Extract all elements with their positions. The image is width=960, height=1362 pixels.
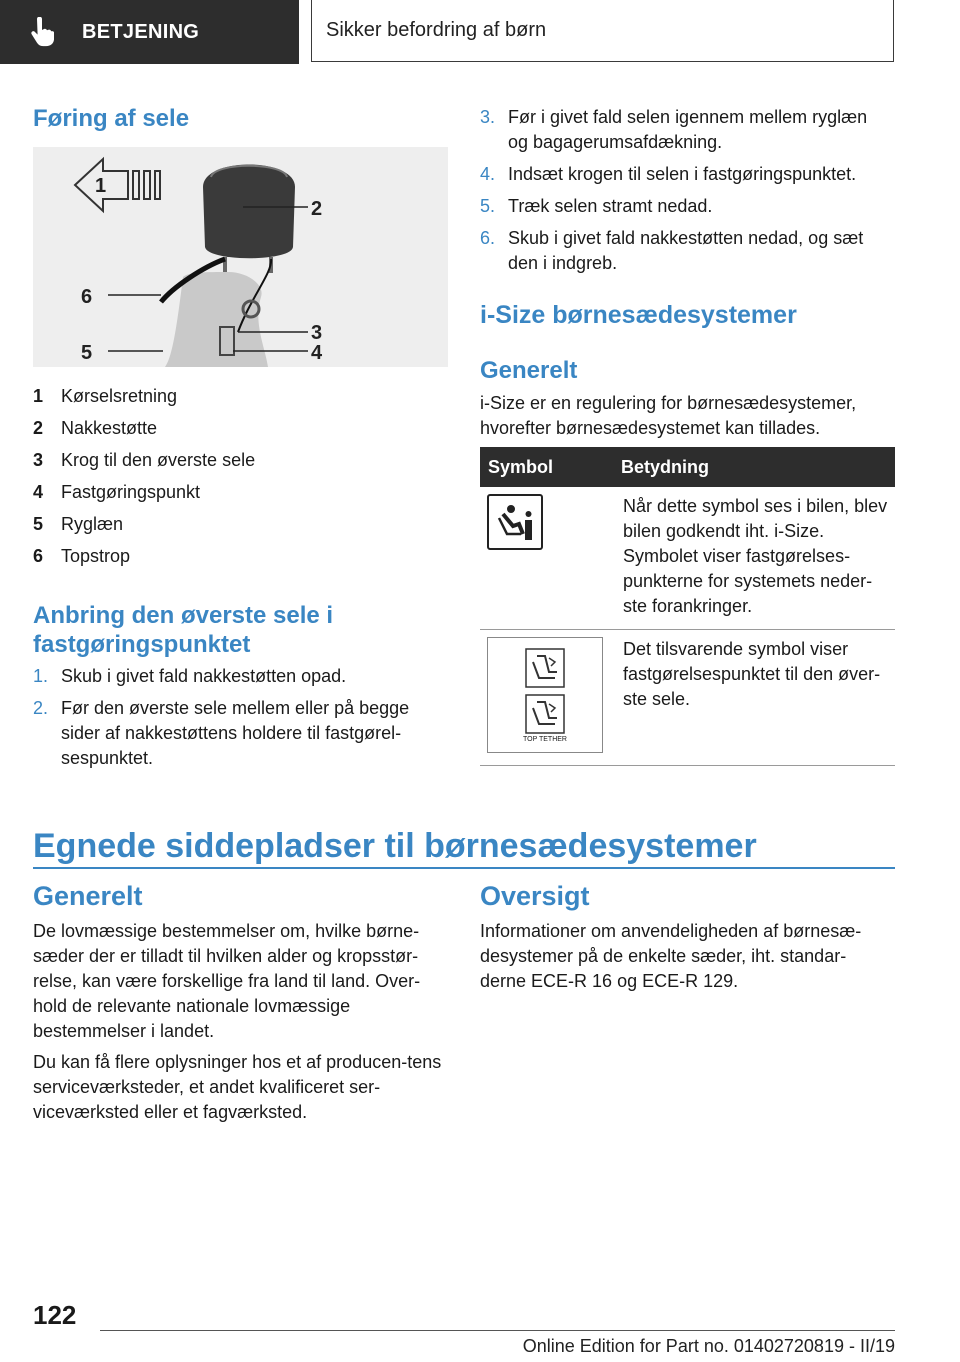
title-divider [33, 867, 895, 869]
step-number: 6. [480, 228, 496, 248]
seat-belt-routing-title: Føring af sele [33, 105, 190, 132]
legend-label: Krog til den øverste sele [61, 449, 256, 470]
legend-label: Topstrop [61, 545, 131, 566]
attach-title [33, 601, 333, 659]
step-text: Skub i givet fald nakkestøtten nedad, og sæt den i indgreb. [508, 228, 864, 273]
step-number: 4. [480, 164, 496, 184]
legend-label: Fastgøringspunkt [61, 481, 201, 502]
legend-number: 5 [33, 513, 44, 534]
callout-4: 4 [311, 342, 323, 364]
legend-item [33, 540, 433, 572]
legend-number: 3 [33, 449, 44, 470]
callout-2: 2 [311, 198, 323, 220]
legend-item [33, 380, 433, 412]
legend-label: Kørselsretning [61, 385, 178, 406]
legend-item [33, 476, 433, 508]
col-meaning-header: Betydning [613, 447, 895, 487]
attach-title-line-1: Anbring den øverste sele i [33, 602, 334, 629]
general-title: Generelt [33, 881, 143, 911]
general-paragraph-2: Du kan få flere oplysninger hos et af producen‐tens serviceværksteder, et andet kvalificeret ser‐viceværksted eller et fagværksted. [33, 1052, 442, 1122]
isize-title: i-Size børnesædesystemer [480, 301, 797, 329]
attach-title-line-2: fastgøringspunktet [33, 631, 251, 658]
section-tab[interactable] [0, 0, 299, 64]
edition-text: Online Edition for Part no. 01402720819 - II/19 [522, 1336, 895, 1356]
step-item [480, 162, 892, 187]
legend-label: Nakkestøtte [61, 417, 158, 438]
legend-number: 2 [33, 417, 44, 438]
legend-label: Ryglæn [61, 513, 124, 534]
routing-steps [480, 105, 892, 283]
legend-item [33, 444, 433, 476]
chapter-title: Sikker befordring af børn [311, 0, 894, 62]
overview-title: Oversigt [480, 881, 590, 911]
callout-3: 3 [311, 322, 323, 344]
step-text: Før i givet fald selen igennem mellem ryglæn og bagagerumsafdækning. [508, 107, 868, 152]
top-tether-description: Det tilsvarende symbol viser fastgørelsespunktet til den øver‐ste sele. [613, 630, 895, 766]
step-text: Indsæt krogen til selen i fastgøringspunktet. [508, 164, 857, 184]
suitable-seats-title: Egnede siddepladser til børnesædesystemer [33, 827, 757, 865]
top-tether-caption: TOP TETHER [523, 735, 567, 743]
table-row [480, 630, 895, 766]
step-number: 5. [480, 196, 496, 216]
figure-legend [33, 380, 433, 572]
isize-general-text: i-Size er en regulering for børnesædesystemer, hvorefter børnesædesystemet kan tillades. [480, 393, 857, 438]
step-item [480, 194, 892, 219]
legend-item [33, 508, 433, 540]
isize-general-title: Generelt [480, 357, 578, 384]
step-item [480, 226, 892, 276]
step-text: Skub i givet fald nakkestøtten opad. [61, 666, 347, 686]
table-row [480, 487, 895, 630]
hand-pointer-icon [28, 12, 68, 52]
legend-number: 6 [33, 545, 44, 566]
attach-steps [33, 664, 433, 778]
step-item [33, 696, 433, 771]
legend-number: 4 [33, 481, 44, 502]
overview-paragraph: Informationer om anvendeligheden af børnesæ‐desystemer på de enkelte sæder, iht. standar‐derne ECE-R 16 og ECE-R 129. [480, 921, 862, 991]
step-item [480, 105, 892, 155]
footer-divider [100, 1330, 895, 1331]
section-label: BETJENING [82, 20, 200, 43]
step-number: 2. [33, 698, 49, 718]
direction-arrow-icon [75, 159, 160, 211]
step-item [33, 664, 433, 689]
page-number: 122 [33, 1300, 77, 1330]
col-symbol-header: Symbol [480, 447, 613, 487]
legend-number: 1 [33, 385, 44, 406]
legend-item [33, 412, 433, 444]
step-number: 1. [33, 666, 49, 686]
isize-symbol-icon [487, 494, 543, 550]
callout-1: 1 [95, 175, 107, 197]
callout-6: 6 [81, 286, 93, 308]
general-paragraph-1: De lovmæssige bestemmelser om, hvilke børne‐sæder der er tilladt til hvilken alder og kropsstør‐relse, kan være forskellige fra land til land. Over‐hold de relevante nationale lovmæssige bestemmelser i landet. [33, 921, 421, 1041]
isize-symbol-description: Når dette symbol ses i bilen, blev bilen godkendt iht. i-Size. Symbolet viser fastgørelses‐punkterne for systemets neder‐ste forankringer. [613, 487, 895, 630]
symbol-table [480, 447, 895, 766]
top-tether-symbol-icon [487, 637, 603, 753]
step-text: Før den øverste sele mellem eller på begge sider af nakkestøttens holdere til fastgørel‐sespunktet. [61, 698, 410, 768]
headrest-illustration [33, 147, 448, 367]
callout-5: 5 [81, 342, 93, 364]
step-text: Træk selen stramt nedad. [508, 196, 713, 216]
step-number: 3. [480, 107, 496, 127]
